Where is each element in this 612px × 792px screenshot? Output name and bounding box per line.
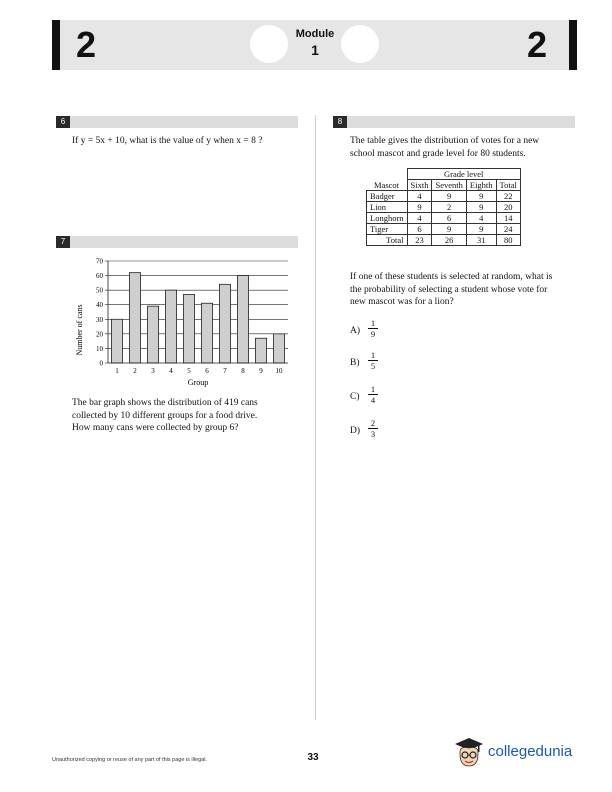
choice-letter: D) xyxy=(350,426,361,436)
question-6-text: If y = 5x + 10, what is the value of y when x = 8 ? xyxy=(72,136,263,146)
x-tick-label: 1 xyxy=(115,367,119,375)
fraction-denominator: 5 xyxy=(370,361,376,371)
bar-group-4 xyxy=(165,290,176,363)
section-number-left: 2 xyxy=(76,24,97,65)
fraction-denominator: 3 xyxy=(370,429,376,439)
question-7-line-2: collected by 10 different groups for a food drive. xyxy=(72,410,258,421)
question-8-intro-line-1: The table gives the distribution of votes for a new xyxy=(350,136,540,146)
y-tick-label: 60 xyxy=(96,272,103,281)
x-axis-label: Group xyxy=(187,378,209,387)
table-cell: 9 xyxy=(432,224,466,235)
question-8-intro-line-2: school mascot and grade level for 80 students. xyxy=(350,148,526,159)
x-tick-label: 8 xyxy=(241,367,245,375)
fraction-numerator: 1 xyxy=(368,318,378,329)
bar-group-2 xyxy=(129,273,140,363)
row-label: Badger xyxy=(367,191,408,202)
question-6-number: 6 xyxy=(56,116,70,128)
column-header: Total xyxy=(496,180,520,191)
bar-group-8 xyxy=(237,276,248,363)
question-8-number: 8 xyxy=(333,116,347,128)
choice-letter: A) xyxy=(350,326,361,336)
bar-group-9 xyxy=(255,338,266,363)
question-8-prompt xyxy=(350,271,552,309)
x-tick-label: 5 xyxy=(187,367,191,375)
fraction-numerator: 2 xyxy=(368,418,378,429)
table-cell: 14 xyxy=(496,213,520,224)
bar-chart xyxy=(60,250,300,400)
x-tick-label: 10 xyxy=(275,367,283,375)
graduate-mascot-icon xyxy=(454,736,484,770)
column-divider xyxy=(315,115,316,720)
page-number: 33 xyxy=(307,752,319,763)
table-cell: 6 xyxy=(432,213,466,224)
table-cell: 9 xyxy=(466,191,496,202)
choice-fraction xyxy=(368,418,378,439)
table-cell: 20 xyxy=(496,202,520,213)
table-cell: 2 xyxy=(432,202,466,213)
fraction-numerator: 1 xyxy=(368,384,378,395)
x-tick-label: 7 xyxy=(223,367,227,375)
x-tick-label: 6 xyxy=(205,367,209,375)
table-row xyxy=(367,191,521,202)
column-header: Seventh xyxy=(432,180,466,191)
table-cell: 22 xyxy=(496,191,520,202)
module-label xyxy=(280,26,350,58)
brand-logo xyxy=(454,736,594,770)
bar-group-10 xyxy=(273,334,284,363)
table-cell: 4 xyxy=(407,213,432,224)
y-tick-label: 70 xyxy=(96,257,103,266)
section-bar-left xyxy=(52,20,60,70)
question-8-prompt-line-3: new mascot was for a lion? xyxy=(350,297,454,307)
brand-name: collegedunia xyxy=(488,743,573,760)
question-7-bar xyxy=(56,236,298,248)
table-cell: 24 xyxy=(496,224,520,235)
section-number-right: 2 xyxy=(527,24,548,65)
column-header: Sixth xyxy=(407,180,432,191)
bar-group-3 xyxy=(147,306,158,363)
column-header: Eighth xyxy=(466,180,496,191)
bar-group-7 xyxy=(219,284,230,363)
table-cell: 9 xyxy=(432,191,466,202)
question-8-prompt-line-2: the probability of selecting a student whose vote for xyxy=(350,284,548,295)
bar-group-5 xyxy=(183,295,194,363)
table-cell: 31 xyxy=(466,235,496,246)
row-label: Lion xyxy=(367,202,408,213)
table-cell: 9 xyxy=(466,224,496,235)
table-row xyxy=(367,202,521,213)
column-header: Mascot xyxy=(367,180,408,191)
table-cell: 26 xyxy=(432,235,466,246)
choice-fraction xyxy=(368,350,378,371)
table-cell: 6 xyxy=(407,224,432,235)
fraction-numerator: 1 xyxy=(368,350,378,361)
table-cell: 4 xyxy=(407,191,432,202)
section-marker-left xyxy=(52,20,97,70)
x-tick-label: 9 xyxy=(259,367,263,375)
question-7-text xyxy=(72,397,258,435)
table-header-row xyxy=(367,180,521,191)
y-tick-label: 40 xyxy=(96,301,103,310)
table-cell: 9 xyxy=(466,202,496,213)
choice-letter: C) xyxy=(350,392,360,402)
x-tick-label: 4 xyxy=(169,367,173,375)
row-label: Tiger xyxy=(367,224,408,235)
bar-group-1 xyxy=(111,319,122,363)
question-8-intro xyxy=(350,135,539,160)
fraction-denominator: 4 xyxy=(370,395,376,405)
y-tick-label: 0 xyxy=(99,359,103,368)
table-total-row xyxy=(367,235,521,246)
x-tick-label: 2 xyxy=(133,367,137,375)
choice-letter: B) xyxy=(350,358,360,368)
section-bar-right xyxy=(569,20,577,70)
y-tick-label: 20 xyxy=(96,330,103,339)
section-marker-right xyxy=(527,20,577,70)
table-cell: 23 xyxy=(407,235,432,246)
table-cell: 80 xyxy=(496,235,520,246)
copyright-note: Unauthorized copying or reuse of any part of this page is illegal. xyxy=(52,757,208,763)
question-8-prompt-line-1: If one of these students is selected at random, what is xyxy=(350,272,553,282)
table-row xyxy=(367,213,521,224)
table-group-header-row xyxy=(367,169,521,180)
table-cell: 4 xyxy=(466,213,496,224)
fraction-denominator: 9 xyxy=(370,329,376,339)
y-tick-label: 50 xyxy=(96,286,103,295)
bar-group-6 xyxy=(201,303,212,363)
x-tick-label: 3 xyxy=(151,367,155,375)
y-tick-label: 30 xyxy=(96,315,103,324)
y-axis-label: Number of cans xyxy=(75,304,84,356)
row-label: Longhorn xyxy=(367,213,408,224)
choice-fraction xyxy=(368,384,378,405)
module-title: Module xyxy=(295,28,335,40)
table-cell: 9 xyxy=(407,202,432,213)
question-7-number: 7 xyxy=(56,236,70,248)
row-label: Total xyxy=(367,235,408,246)
y-tick-label: 10 xyxy=(96,344,103,353)
table-row xyxy=(367,224,521,235)
choice-fraction xyxy=(368,318,378,339)
mascot-vote-table xyxy=(366,168,521,246)
question-7-line-1: The bar graph shows the distribution of 419 cans xyxy=(72,398,258,408)
module-number: 1 xyxy=(311,42,319,58)
grade-level-header: Grade level xyxy=(407,169,520,180)
question-6-bar xyxy=(56,116,298,128)
question-8-bar xyxy=(333,116,575,128)
question-7-line-3: How many cans were collected by group 6? xyxy=(72,423,239,433)
